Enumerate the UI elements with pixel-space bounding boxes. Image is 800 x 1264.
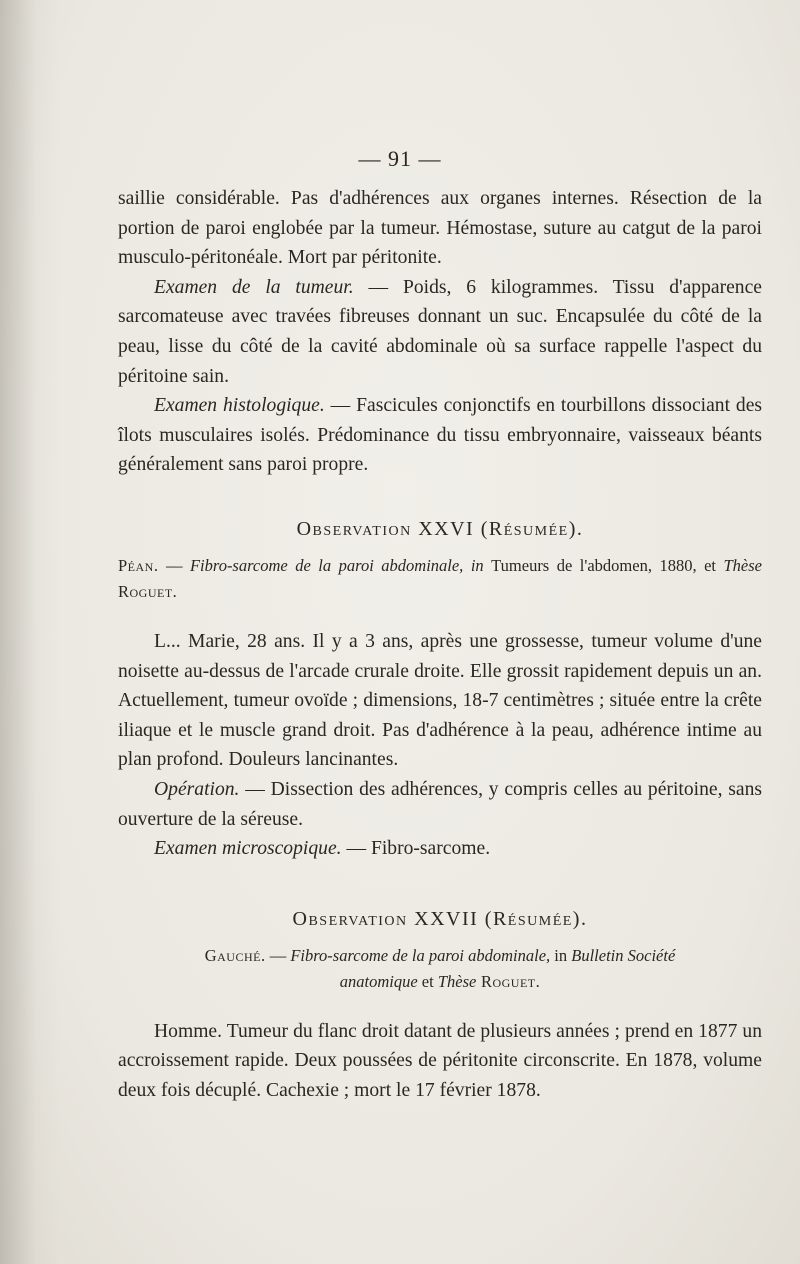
ref-in: in: [550, 945, 572, 965]
ref-in: in: [463, 555, 492, 575]
heading-observation-26: Observation XXVI (Résumée).: [296, 517, 584, 540]
text-operation: — Dissection des adhérences, y compris celles au péritoine, sans ouverture de la séreuse.: [118, 778, 762, 830]
reference-observation-27: [118, 943, 762, 995]
ref-title: Fibro-sarcome de la paroi abdominale,: [189, 555, 464, 575]
ref-anatomique: anatomique: [339, 971, 418, 991]
page-number: — 91 —: [358, 146, 442, 171]
text-body: [118, 142, 762, 1105]
ref-title: Fibro-sarcome de la paroi abdominale,: [290, 945, 551, 965]
text-examen-tumeur: — Poids, 6 kilogrammes. Tissu d'apparence sarcomateuse avec travées fibreuses donnant un suc. Encapsulée du côté de la peau, lisse du côté de la cavité abdominale où sa surface rappelle l'aspect du péritoine sain.: [118, 276, 762, 387]
ref-roguet: Roguet.: [118, 581, 178, 601]
ref-dash: —: [265, 945, 291, 965]
ref-roguet: Roguet.: [476, 971, 541, 991]
label-operation: Opération.: [154, 778, 240, 800]
heading-observation-27: Observation XXVII (Résumée).: [292, 907, 588, 930]
label-examen-microscopique: Examen microscopique.: [154, 838, 342, 860]
paragraph-examen-histologique: [118, 391, 762, 480]
ref-et: et: [417, 971, 438, 991]
page-edge-shadow: [0, 0, 60, 1264]
ref-these: Thèse: [437, 971, 477, 991]
ref-bulletin: Bulletin Société: [571, 945, 676, 965]
text-examen-histologique: — Fascicules conjonctifs en tourbillons dissociant des îlots musculaires isolés. Prédominance du tissu embryonnaire, vaisseaux béants généralement sans paroi propre.: [118, 395, 763, 476]
reference-observation-26: [118, 553, 762, 605]
label-examen-histologique: Examen histologique.: [154, 395, 325, 417]
label-examen-tumeur: Examen de la tumeur.: [154, 276, 354, 298]
ref-source: Tumeurs de l'abdomen, 1880, et: [491, 555, 724, 575]
paragraph-examen-microscopique: [118, 834, 762, 864]
text-examen-microscopique: — Fibro-sarcome.: [341, 838, 491, 860]
ref-these: Thèse: [723, 555, 762, 575]
paragraph-operation-end: saillie considérable. Pas d'adhérences aux organes internes. Résection de la portion de paroi englobée par la tumeur. Hémostase, suture au catgut de la paroi musculo-péritonéale. Mort par péritonite.: [118, 188, 762, 269]
ref-author-pean: Péan.: [118, 555, 159, 575]
ref-dash: —: [158, 555, 190, 575]
paragraph-examen-tumeur: [118, 273, 762, 391]
paragraph-case-homme: Homme. Tumeur du flanc droit datant de plusieurs années ; prend en 1877 un accroissement rapide. Deux poussées de péritonite circonscrite. En 1878, volume deux fois décuplé. Cachexie ; mort le 17 février 1878.: [118, 1020, 762, 1101]
paragraph-case-marie: L... Marie, 28 ans. Il y a 3 ans, après une grossesse, tumeur volume d'une noisette au-dessus de l'arcade crurale droite. Elle grossit rapidement depuis un an. Actuellement, tumeur ovoïde ; dimensions, 18-7 centimètres ; située entre la crête iliaque et le muscle grand droit. Pas d'adhérence à la peau, adhérence intime au plan profond. Douleurs lancinantes.: [118, 630, 762, 771]
paragraph-operation: [118, 775, 762, 834]
ref-author-gauche: Gauché.: [204, 945, 266, 965]
